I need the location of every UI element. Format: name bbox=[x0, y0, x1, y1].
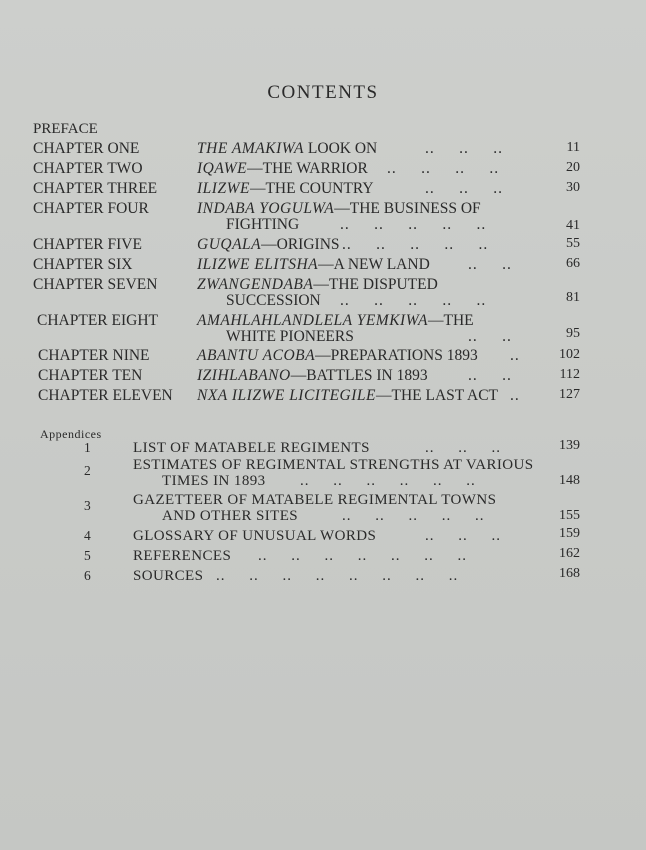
appendix-title-continued: TIMES IN 1893 bbox=[162, 473, 266, 489]
chapter-label: CHAPTER TEN bbox=[38, 367, 143, 384]
dot-leader: .. .. .. .. .. bbox=[340, 216, 487, 233]
appendix-number: 3 bbox=[84, 498, 91, 513]
page-number: 139 bbox=[559, 438, 580, 453]
chapter-title: NXA ILIZWE LICITEGILE—THE LAST ACT bbox=[197, 387, 499, 404]
appendix-number: 2 bbox=[84, 463, 91, 478]
dot-leader: .. bbox=[510, 387, 520, 404]
appendix-number: 1 bbox=[84, 440, 91, 455]
appendix-title: GAZETTEER OF MATABELE REGIMENTAL TOWNS bbox=[133, 492, 497, 508]
dot-leader: .. .. .. .. .. bbox=[340, 292, 487, 309]
chapter-label: CHAPTER SIX bbox=[33, 256, 133, 273]
appendix-title: REFERENCES bbox=[133, 548, 232, 564]
page-number: 148 bbox=[559, 473, 580, 488]
page-number: 162 bbox=[559, 546, 580, 561]
chapter-title: IZIHLABANO—BATTLES IN 1893 bbox=[197, 367, 428, 384]
page-number: 159 bbox=[559, 526, 580, 541]
chapter-title-continued: FIGHTING bbox=[226, 216, 300, 233]
dot-leader: .. bbox=[510, 347, 520, 364]
appendix-number: 5 bbox=[84, 548, 91, 563]
dot-leader: .. .. .. .. .. .. .. bbox=[258, 548, 467, 564]
chapter-label: CHAPTER THREE bbox=[33, 180, 158, 197]
chapter-label: CHAPTER TWO bbox=[33, 160, 143, 177]
page-number: 30 bbox=[566, 180, 580, 195]
dot-leader: .. .. .. bbox=[425, 180, 503, 197]
appendix-title: GLOSSARY OF UNUSUAL WORDS bbox=[133, 528, 377, 544]
chapter-title: ABANTU ACOBA—PREPARATIONS 1893 bbox=[197, 347, 478, 364]
chapter-label: CHAPTER SEVEN bbox=[33, 276, 158, 293]
dot-leader: .. .. .. .. .. bbox=[342, 236, 489, 253]
page-number: 95 bbox=[566, 326, 580, 341]
dot-leader: .. .. bbox=[468, 328, 512, 345]
appendices-heading: Appendices bbox=[40, 427, 102, 441]
dot-leader: .. .. .. bbox=[425, 528, 501, 544]
page-number: 66 bbox=[566, 256, 580, 271]
dot-leader: .. .. .. bbox=[425, 440, 501, 456]
chapter-label: CHAPTER FIVE bbox=[33, 236, 142, 253]
page-number: 81 bbox=[566, 290, 580, 305]
chapter-title: ILIZWE ELITSHA—A NEW LAND bbox=[197, 256, 430, 273]
page-number: 11 bbox=[566, 140, 580, 155]
chapter-label: CHAPTER EIGHT bbox=[37, 312, 158, 329]
chapter-label: CHAPTER ONE bbox=[33, 140, 140, 157]
page-number: 102 bbox=[559, 347, 580, 362]
dot-leader: .. .. bbox=[468, 256, 512, 273]
appendix-number: 6 bbox=[84, 568, 91, 583]
dot-leader: .. .. .. .. .. .. .. .. bbox=[216, 568, 459, 584]
appendix-title: LIST OF MATABELE REGIMENTS bbox=[133, 440, 370, 456]
contents-heading: CONTENTS bbox=[267, 82, 379, 103]
page-number: 112 bbox=[559, 367, 580, 382]
chapter-title: INDABA YOGULWA—THE BUSINESS OF bbox=[197, 200, 481, 217]
chapter-title-continued: WHITE PIONEERS bbox=[226, 328, 354, 345]
dot-leader: .. .. .. bbox=[425, 140, 503, 157]
page-number: 168 bbox=[559, 566, 580, 581]
chapter-title: GUQALA—ORIGINS bbox=[197, 236, 340, 253]
appendix-title: SOURCES bbox=[133, 568, 204, 584]
preface-entry: PREFACE bbox=[33, 121, 98, 137]
chapter-title: THE AMAKIWA LOOK ON bbox=[197, 140, 378, 157]
appendix-title-continued: AND OTHER SITES bbox=[162, 508, 298, 524]
dot-leader: .. .. bbox=[468, 367, 512, 384]
chapter-title: ZWANGENDABA—THE DISPUTED bbox=[197, 276, 438, 293]
chapter-title: ILIZWE—THE COUNTRY bbox=[197, 180, 374, 197]
page-number: 55 bbox=[566, 236, 580, 251]
chapter-label: CHAPTER ELEVEN bbox=[38, 387, 173, 404]
chapter-label: CHAPTER FOUR bbox=[33, 200, 149, 217]
page-number: 155 bbox=[559, 508, 580, 523]
page-number: 127 bbox=[559, 387, 580, 402]
chapter-title-continued: SUCCESSION bbox=[226, 292, 321, 309]
page-number: 41 bbox=[566, 218, 580, 233]
chapter-title: AMAHLAHLANDLELA YEMKIWA—THE bbox=[197, 312, 474, 329]
appendix-title: ESTIMATES OF REGIMENTAL STRENGTHS AT VARIOUS bbox=[133, 457, 534, 473]
page-number: 20 bbox=[566, 160, 580, 175]
dot-leader: .. .. .. .. bbox=[387, 160, 500, 177]
dot-leader: .. .. .. .. .. .. bbox=[300, 473, 476, 489]
dot-leader: .. .. .. .. .. bbox=[342, 508, 485, 524]
appendix-number: 4 bbox=[84, 528, 91, 543]
chapter-title: IQAWE—THE WARRIOR bbox=[197, 160, 368, 177]
chapter-label: CHAPTER NINE bbox=[38, 347, 150, 364]
